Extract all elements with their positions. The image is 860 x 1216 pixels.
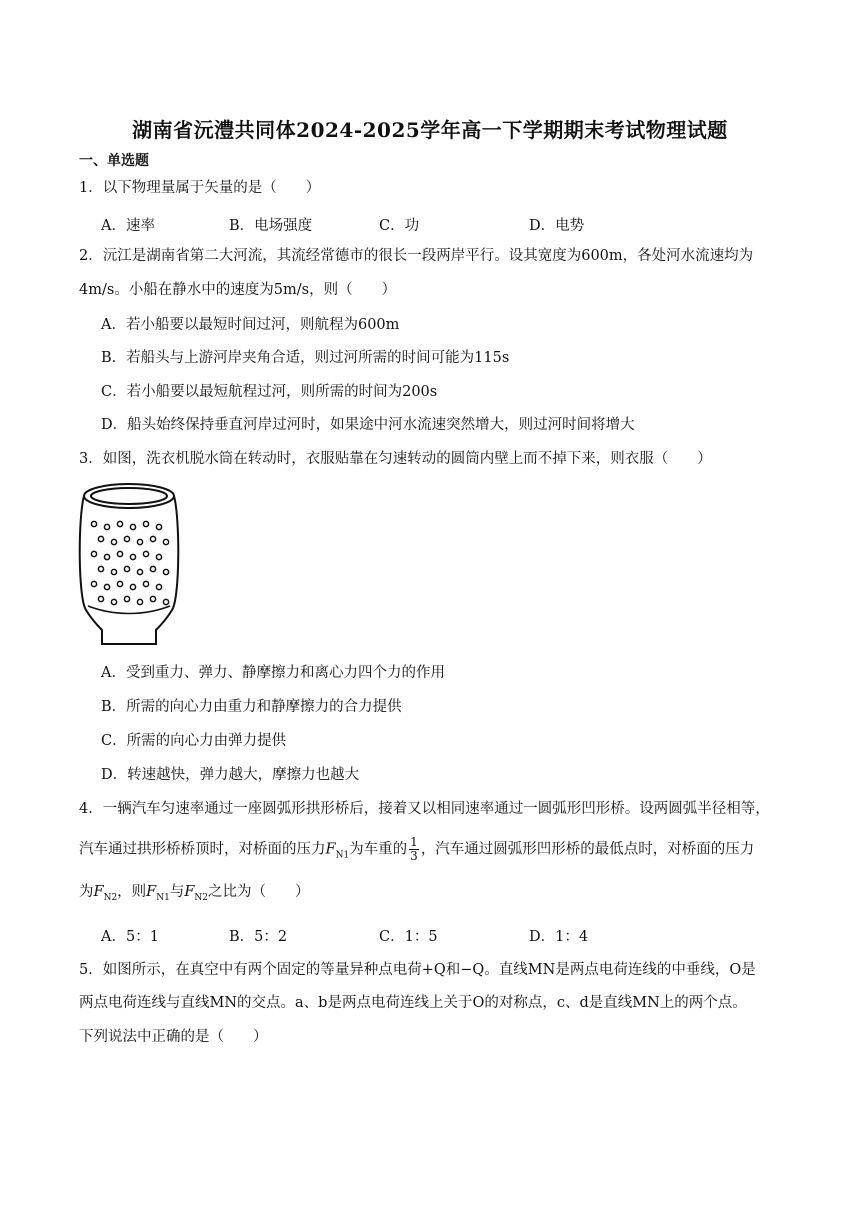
drum-hole (156, 554, 161, 559)
drum-hole (111, 539, 116, 544)
force-symbol: F (93, 884, 104, 900)
drum-hole (143, 581, 148, 586)
force-symbol: F (146, 884, 157, 900)
drum-hole (150, 536, 155, 541)
q3-option-b[interactable]: B．所需的向心力由重力和静摩擦力的合力提供 (101, 699, 402, 715)
drum-hole (130, 524, 135, 529)
drum-hole (117, 551, 122, 556)
drum-hole (124, 536, 129, 541)
q1-option-a[interactable]: A．速率 (101, 218, 155, 234)
q4-option-c[interactable]: C．1：5 (379, 929, 438, 945)
q4-text: 为 (79, 884, 94, 900)
drum-hole (91, 581, 96, 586)
force-symbol: F (184, 884, 195, 900)
q3-stem: 3．如图，洗衣机脱水筒在转动时，衣服贴靠在匀速转动的圆筒内壁上而不掉下来，则衣服（ ） (79, 451, 712, 467)
q4-text: ，则 (117, 884, 147, 900)
q4-stem-line3 (79, 882, 789, 908)
drum-hole (137, 569, 142, 574)
q5-stem-line1: 5．如图所示，在真空中有两个固定的等量异种点电荷+Q和−Q。直线MN是两点电荷连线的中垂线，O是 (79, 962, 756, 978)
q4-text: 汽车通过拱形桥桥顶时，对桥面的压力 (79, 841, 326, 858)
q4-option-a[interactable]: A．5：1 (101, 929, 159, 945)
drum-hole (124, 566, 129, 571)
drum-hole (124, 596, 129, 601)
force-subscript: N1 (156, 892, 170, 903)
q1-option-c[interactable]: C．功 (379, 218, 420, 234)
q4-stem-line2 (79, 836, 789, 868)
q2-option-c[interactable]: C．若小船要以最短航程过河，则所需的时间为200s (101, 384, 438, 400)
q3-option-d[interactable]: D．转速越快，弹力越大，摩擦力也越大 (101, 767, 360, 783)
q5-stem-line3: 下列说法中正确的是（ ） (79, 1029, 268, 1045)
drum-hole (137, 539, 142, 544)
washing-machine-drum-icon (74, 478, 184, 648)
drum-hole (98, 566, 103, 571)
q2-stem-line2: 4m/s。小船在静水中的速度为5m/s，则（ ） (79, 282, 397, 298)
q4-text: ，汽车通过圆弧形凹形桥的最低点时，对桥面的压力 (420, 841, 755, 858)
q2-option-b[interactable]: B．若船头与上游河岸夹角合适，则过河所需的时间可能为115s (101, 350, 510, 366)
drum-hole (150, 566, 155, 571)
fraction-numerator: 1 (410, 835, 418, 849)
drum-hole (163, 599, 168, 604)
force-subscript: N1 (335, 850, 350, 861)
drum-hole (130, 584, 135, 589)
drum-hole (111, 569, 116, 574)
section-heading: 一、单选题 (79, 153, 149, 169)
drum-hole (130, 554, 135, 559)
drum-hole (137, 599, 142, 604)
drum-hole (98, 596, 103, 601)
drum-hole (104, 584, 109, 589)
q4-text: 之比为（ ） (208, 884, 310, 900)
q5-stem-line2: 两点电荷连线与直线MN的交点。a、b是两点电荷连线上关于O的对称点，c、d是直线MN上的两个点。 (79, 995, 747, 1011)
force-subscript: N2 (103, 892, 118, 903)
drum-hole (104, 554, 109, 559)
exam-title: 湖南省沅澧共同体2024-2025学年高一下学期期末考试物理试题 (132, 118, 728, 142)
q4-text: 与 (169, 884, 185, 900)
fraction (409, 836, 419, 863)
drum-hole (163, 539, 168, 544)
q3-option-a[interactable]: A．受到重力、弹力、静摩擦力和离心力四个力的作用 (101, 665, 445, 681)
q4-option-d[interactable]: D．1：4 (529, 929, 589, 945)
drum-hole (91, 521, 96, 526)
q1-option-b[interactable]: B．电场强度 (229, 218, 313, 234)
q2-stem-line1: 2．沅江是湖南省第二大河流，其流经常德市的很长一段两岸平行。设其宽度为600m，各处河水流速均为 (79, 248, 754, 264)
drum-hole (111, 599, 116, 604)
q2-option-a[interactable]: A．若小船要以最短时间过河，则航程为600m (101, 317, 400, 333)
q2-option-d[interactable]: D．船头始终保持垂直河岸过河时，如果途中河水流速突然增大，则过河时间将增大 (101, 417, 635, 433)
drum-hole (163, 569, 168, 574)
drum-hole (143, 551, 148, 556)
q1-option-d[interactable]: D．电势 (529, 218, 585, 234)
drum-hole (156, 524, 161, 529)
q4-option-b[interactable]: B．5：2 (229, 929, 288, 945)
drum-hole (104, 524, 109, 529)
drum-hole (143, 521, 148, 526)
drum-hole (91, 551, 96, 556)
fraction-denominator: 3 (410, 849, 418, 863)
q3-option-c[interactable]: C．所需的向心力由弹力提供 (101, 733, 287, 749)
drum-hole (98, 536, 103, 541)
q4-stem-line1: 4．一辆汽车匀速率通过一座圆弧形拱形桥后，接着又以相同速率通过一圆弧形凹形桥。设两圆弧半径相等， (79, 801, 770, 817)
force-subscript: N2 (194, 892, 209, 903)
drum-hole (150, 596, 155, 601)
drum-hole (156, 584, 161, 589)
q1-stem: 1．以下物理量属于矢量的是（ ） (79, 180, 321, 196)
drum-hole (117, 581, 122, 586)
drum-hole (117, 521, 122, 526)
q4-text: 为车重的 (349, 841, 408, 858)
force-symbol: F (325, 841, 336, 858)
